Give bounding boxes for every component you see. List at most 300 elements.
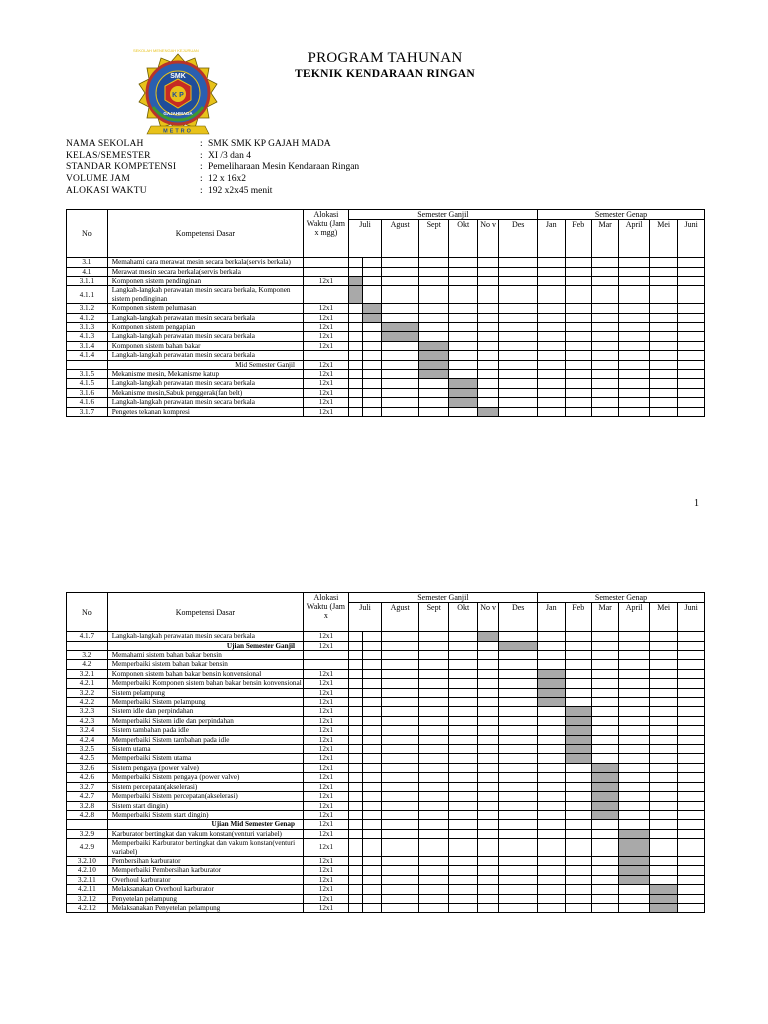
header-semester-genap: Semester Genap (538, 210, 705, 220)
cell-no: 3.2.8 (67, 801, 108, 810)
cell-no: 3.2.3 (67, 707, 108, 716)
info-value: XI /3 dan 4 (208, 150, 252, 161)
schedule-cell-filled (649, 885, 677, 894)
schedule-cell (565, 351, 591, 360)
schedule-cell (619, 258, 650, 267)
schedule-cell-filled (591, 792, 618, 801)
header-alokasi: Alokasi Waktu (Jam x (304, 593, 349, 632)
schedule-cell-filled (449, 379, 477, 388)
schedule-cell (477, 698, 498, 707)
cell-alokasi: 12x1 (304, 856, 349, 865)
schedule-cell (382, 632, 419, 641)
cell-alokasi: 12x1 (304, 679, 349, 688)
schedule-cell (538, 341, 565, 350)
cell-alokasi: 12x1 (304, 903, 349, 912)
cell-alokasi: 12x1 (304, 782, 349, 791)
schedule-cell-filled (477, 407, 498, 416)
schedule-cell (565, 304, 591, 313)
schedule-cell (499, 735, 538, 744)
schedule-cell (477, 754, 498, 763)
schedule-cell (649, 379, 677, 388)
schedule-cell (565, 839, 591, 857)
info-row (66, 151, 359, 163)
schedule-cell (382, 885, 419, 894)
schedule-cell (477, 875, 498, 884)
schedule-cell (565, 810, 591, 819)
schedule-cell (619, 370, 650, 379)
schedule-cell (348, 754, 362, 763)
schedule-cell (538, 894, 565, 903)
schedule-cell (649, 407, 677, 416)
table-row (67, 267, 705, 276)
cell-kompetensi: Memperbaiki Karburator bertingkat dan vakum konstan(venturi variabel) (107, 839, 303, 857)
schedule-cell (449, 903, 477, 912)
info-label: VOLUME JAM (66, 174, 131, 185)
schedule-cell (449, 370, 477, 379)
schedule-cell (348, 856, 362, 865)
schedule-cell (499, 885, 538, 894)
schedule-cell (449, 688, 477, 697)
schedule-cell (363, 632, 382, 641)
cell-no: 3.1.1 (67, 277, 108, 286)
header-alokasi: Alokasi Waktu (Jam x mgg) (304, 210, 349, 258)
schedule-cell (649, 341, 677, 350)
schedule-cell (538, 388, 565, 397)
cell-no: 3.1.2 (67, 304, 108, 313)
schedule-cell (449, 277, 477, 286)
schedule-cell (565, 669, 591, 678)
schedule-cell (477, 856, 498, 865)
schedule-cell (649, 716, 677, 725)
cell-kompetensi: Melaksanakan Penyetelan pelampung (107, 903, 303, 912)
schedule-cell (418, 856, 449, 865)
schedule-cell (649, 332, 677, 341)
schedule-cell (678, 801, 705, 810)
cell-alokasi: 12x1 (304, 735, 349, 744)
schedule-cell (499, 688, 538, 697)
schedule-cell (477, 332, 498, 341)
schedule-cell (382, 660, 419, 669)
schedule-cell (619, 651, 650, 660)
schedule-cell (565, 398, 591, 407)
schedule-cell (499, 267, 538, 276)
cell-kompetensi: Sistem idle dan perpindahan (107, 707, 303, 716)
schedule-cell (678, 754, 705, 763)
schedule-cell (418, 782, 449, 791)
table-row (67, 304, 705, 313)
table-row (67, 323, 705, 332)
schedule-cell (348, 651, 362, 660)
cell-alokasi: 12x1 (304, 632, 349, 641)
schedule-cell (538, 379, 565, 388)
schedule-cell-filled (363, 313, 382, 322)
cell-alokasi: 12x1 (304, 875, 349, 884)
cell-alokasi: 12x1 (304, 716, 349, 725)
schedule-cell-filled (418, 360, 449, 369)
schedule-cell (678, 313, 705, 322)
cell-no: 4.2.12 (67, 903, 108, 912)
schedule-cell (499, 370, 538, 379)
schedule-cell (449, 820, 477, 829)
header-kompetensi-dasar: Kompetensi Dasar (107, 210, 303, 258)
schedule-cell (649, 679, 677, 688)
schedule-cell (382, 370, 419, 379)
schedule-cell (619, 698, 650, 707)
schedule-cell (538, 792, 565, 801)
table-row (67, 351, 705, 360)
schedule-cell (363, 839, 382, 857)
schedule-cell (591, 707, 618, 716)
schedule-cell (348, 341, 362, 350)
schedule-cell (591, 679, 618, 688)
schedule-cell (418, 379, 449, 388)
cell-no: 3.1.7 (67, 407, 108, 416)
schedule-cell (363, 688, 382, 697)
schedule-cell (363, 379, 382, 388)
schedule-cell (499, 745, 538, 754)
schedule-cell-filled (499, 641, 538, 650)
month-jan: Jan (538, 220, 565, 258)
cell-kompetensi: Mekanisme mesin,Sabuk penggerak(fan belt) (107, 388, 303, 397)
schedule-cell (678, 698, 705, 707)
schedule-cell (449, 304, 477, 313)
schedule-cell (348, 829, 362, 838)
cell-kompetensi: Memperbaiki Sistem utama (107, 754, 303, 763)
schedule-cell (449, 313, 477, 322)
table-row (67, 792, 705, 801)
schedule-cell (565, 267, 591, 276)
schedule-cell (619, 801, 650, 810)
cell-kompetensi: Memperbaiki Sistem percepatan(akselerasi) (107, 792, 303, 801)
schedule-cell (449, 641, 477, 650)
table-row (67, 735, 705, 744)
schedule-cell (649, 267, 677, 276)
cell-kompetensi: Memahami sistem bahan bakar bensin (107, 651, 303, 660)
schedule-cell (418, 388, 449, 397)
schedule-cell (477, 267, 498, 276)
schedule-cell (449, 745, 477, 754)
schedule-cell (499, 792, 538, 801)
schedule-cell (538, 398, 565, 407)
schedule-cell (649, 277, 677, 286)
schedule-cell (649, 323, 677, 332)
schedule-cell (649, 688, 677, 697)
schedule-cell (565, 688, 591, 697)
logo-ribbon-text: METRO (163, 128, 193, 135)
schedule-cell (591, 716, 618, 725)
schedule-cell (538, 360, 565, 369)
schedule-cell-filled (649, 894, 677, 903)
schedule-cell (382, 839, 419, 857)
schedule-cell (363, 885, 382, 894)
schedule-cell-filled (565, 754, 591, 763)
cell-kompetensi: Langkah-langkah perawatan mesin secara berkala (107, 632, 303, 641)
cell-alokasi: 12x1 (304, 707, 349, 716)
schedule-cell (477, 763, 498, 772)
schedule-cell (678, 351, 705, 360)
table-row (67, 679, 705, 688)
schedule-cell (499, 669, 538, 678)
cell-kompetensi: Ujian Mid Semester Genap (107, 820, 303, 829)
schedule-cell (619, 360, 650, 369)
schedule-cell (348, 745, 362, 754)
schedule-cell (619, 341, 650, 350)
schedule-cell (418, 267, 449, 276)
cell-alokasi (304, 351, 349, 360)
schedule-cell (418, 745, 449, 754)
month-nov: No v (477, 603, 498, 632)
table-row (67, 277, 705, 286)
schedule-cell (538, 313, 565, 322)
schedule-cell (348, 707, 362, 716)
schedule-cell (619, 903, 650, 912)
schedule-cell (591, 894, 618, 903)
schedule-cell (363, 323, 382, 332)
schedule-cell (363, 782, 382, 791)
schedule-cell (363, 735, 382, 744)
cell-no: 4.2.3 (67, 716, 108, 725)
info-value: SMK SMK KP GAJAH MADA (208, 139, 331, 149)
info-label: STANDAR KOMPETENSI (66, 162, 177, 173)
schedule-cell (678, 277, 705, 286)
schedule-cell (382, 782, 419, 791)
schedule-cell (348, 885, 362, 894)
schedule-cell (418, 277, 449, 286)
schedule-cell (499, 866, 538, 875)
schedule-cell (649, 820, 677, 829)
month-feb: Feb (565, 603, 591, 632)
schedule-cell (565, 792, 591, 801)
schedule-cell (449, 829, 477, 838)
schedule-cell (678, 856, 705, 865)
schedule-cell (499, 258, 538, 267)
schedule-cell (565, 660, 591, 669)
schedule-cell (649, 370, 677, 379)
schedule-cell (382, 866, 419, 875)
schedule-cell (477, 341, 498, 350)
cell-kompetensi: Sistem percepatan(akselerasi) (107, 782, 303, 791)
schedule-cell (418, 894, 449, 903)
schedule-cell (382, 407, 419, 416)
cell-kompetensi: Memperbaiki Komponen sistem bahan bakar bensin konvensional (107, 679, 303, 688)
cell-kompetensi: Langkah-langkah perawatan mesin secara berkala (107, 379, 303, 388)
schedule-cell (418, 903, 449, 912)
cell-no: 4.1 (67, 267, 108, 276)
schedule-cell (418, 679, 449, 688)
schedule-cell (477, 651, 498, 660)
schedule-cell (538, 866, 565, 875)
schedule-cell (591, 688, 618, 697)
cell-alokasi (304, 660, 349, 669)
cell-alokasi: 12x1 (304, 698, 349, 707)
schedule-cell (678, 304, 705, 313)
schedule-cell (449, 651, 477, 660)
cell-no: 3.1.5 (67, 370, 108, 379)
cell-no: 3.2.12 (67, 894, 108, 903)
cell-no: 3.1 (67, 258, 108, 267)
schedule-cell (418, 829, 449, 838)
schedule-cell (418, 735, 449, 744)
schedule-cell (449, 267, 477, 276)
schedule-cell (619, 782, 650, 791)
schedule-cell (619, 632, 650, 641)
schedule-cell (678, 267, 705, 276)
schedule-cell (499, 332, 538, 341)
schedule-cell (477, 782, 498, 791)
schedule-cell (418, 792, 449, 801)
schedule-cell (538, 632, 565, 641)
schedule-cell (649, 735, 677, 744)
schedule-cell (591, 277, 618, 286)
schedule-cell (649, 875, 677, 884)
schedule-cell (649, 773, 677, 782)
schedule-cell (348, 304, 362, 313)
schedule-cell (499, 810, 538, 819)
cell-alokasi: 12x1 (304, 641, 349, 650)
info-value: 192 x2x45 menit (208, 185, 273, 196)
table-row (67, 745, 705, 754)
schedule-cell (591, 820, 618, 829)
cell-no: 3.2.1 (67, 669, 108, 678)
schedule-cell (348, 351, 362, 360)
cell-alokasi: 12x1 (304, 379, 349, 388)
table-row (67, 885, 705, 894)
schedule-cell (477, 885, 498, 894)
cell-alokasi: 12x1 (304, 839, 349, 857)
schedule-cell (449, 407, 477, 416)
schedule-cell (591, 258, 618, 267)
cell-alokasi: 12x1 (304, 669, 349, 678)
schedule-cell (619, 885, 650, 894)
logo-smk-text: SMK (170, 73, 186, 80)
cell-alokasi: 12x1 (304, 360, 349, 369)
schedule-cell (565, 698, 591, 707)
schedule-cell (477, 810, 498, 819)
cell-kompetensi: Memperbaiki sistem bahan bakar bensin (107, 660, 303, 669)
schedule-cell (499, 763, 538, 772)
schedule-cell (538, 370, 565, 379)
schedule-cell (499, 286, 538, 304)
cell-alokasi: 12x1 (304, 726, 349, 735)
schedule-cell (499, 698, 538, 707)
info-row (66, 162, 359, 174)
schedule-cell (348, 903, 362, 912)
cell-no: 4.2.1 (67, 679, 108, 688)
page-number: 1 (694, 498, 699, 509)
cell-alokasi: 12x1 (304, 277, 349, 286)
schedule-cell (565, 679, 591, 688)
schedule-cell (382, 341, 419, 350)
schedule-cell-filled (591, 782, 618, 791)
schedule-cell (382, 726, 419, 735)
schedule-cell (565, 277, 591, 286)
schedule-cell (418, 398, 449, 407)
schedule-cell (382, 398, 419, 407)
schedule-cell (363, 669, 382, 678)
schedule-cell (565, 370, 591, 379)
cell-kompetensi: Memperbaiki Sistem tambahan pada idle (107, 735, 303, 744)
schedule-cell (449, 782, 477, 791)
schedule-cell (591, 351, 618, 360)
schedule-cell (619, 313, 650, 322)
schedule-cell (565, 332, 591, 341)
schedule-cell (619, 332, 650, 341)
schedule-cell (382, 894, 419, 903)
schedule-cell (538, 716, 565, 725)
schedule-cell (591, 632, 618, 641)
schedule-cell (477, 745, 498, 754)
schedule-cell (418, 660, 449, 669)
schedule-cell (619, 716, 650, 725)
schedule-cell (499, 707, 538, 716)
table-row (67, 810, 705, 819)
schedule-cell (363, 258, 382, 267)
schedule-cell (477, 379, 498, 388)
schedule-cell (499, 304, 538, 313)
cell-no: 4.1.5 (67, 379, 108, 388)
month-mar: Mar (591, 603, 618, 632)
schedule-cell (649, 286, 677, 304)
schedule-cell (382, 286, 419, 304)
table-row (67, 903, 705, 912)
cell-no: 4.2.10 (67, 866, 108, 875)
schedule-cell (382, 801, 419, 810)
table-row (67, 763, 705, 772)
schedule-cell (477, 258, 498, 267)
schedule-cell-filled (619, 856, 650, 865)
schedule-cell (591, 407, 618, 416)
schedule-cell-filled (382, 323, 419, 332)
schedule-cell (678, 632, 705, 641)
cell-kompetensi: Mekanisme mesin, Mekanisme katup (107, 370, 303, 379)
schedule-cell (449, 875, 477, 884)
schedule-cell (363, 370, 382, 379)
schedule-cell (418, 820, 449, 829)
schedule-cell (591, 651, 618, 660)
schedule-cell (619, 641, 650, 650)
schedule-cell (477, 801, 498, 810)
info-label: KELAS/SEMESTER (66, 150, 151, 161)
schedule-cell (499, 894, 538, 903)
schedule-cell (477, 398, 498, 407)
schedule-cell (449, 894, 477, 903)
schedule-cell (538, 782, 565, 791)
schedule-cell (348, 726, 362, 735)
cell-kompetensi: Memperbaiki Sistem pelampung (107, 698, 303, 707)
cell-kompetensi: Overhoul karburator (107, 875, 303, 884)
schedule-cell (649, 726, 677, 735)
schedule-cell (363, 679, 382, 688)
schedule-cell (678, 745, 705, 754)
schedule-cell (499, 398, 538, 407)
schedule-cell (363, 903, 382, 912)
schedule-cell (382, 745, 419, 754)
schedule-cell (619, 679, 650, 688)
schedule-cell-filled (619, 866, 650, 875)
schedule-cell (477, 688, 498, 697)
table-row (67, 669, 705, 678)
schedule-cell (477, 669, 498, 678)
schedule-cell (565, 866, 591, 875)
cell-kompetensi: Komponen sistem pendinginan (107, 277, 303, 286)
cell-no: 3.2.7 (67, 782, 108, 791)
cell-kompetensi: Langkah-langkah perawatan mesin secara berkala (107, 313, 303, 322)
cell-no: 3.2 (67, 651, 108, 660)
schedule-cell (382, 669, 419, 678)
schedule-cell (678, 370, 705, 379)
schedule-cell (649, 258, 677, 267)
table-row (67, 894, 705, 903)
